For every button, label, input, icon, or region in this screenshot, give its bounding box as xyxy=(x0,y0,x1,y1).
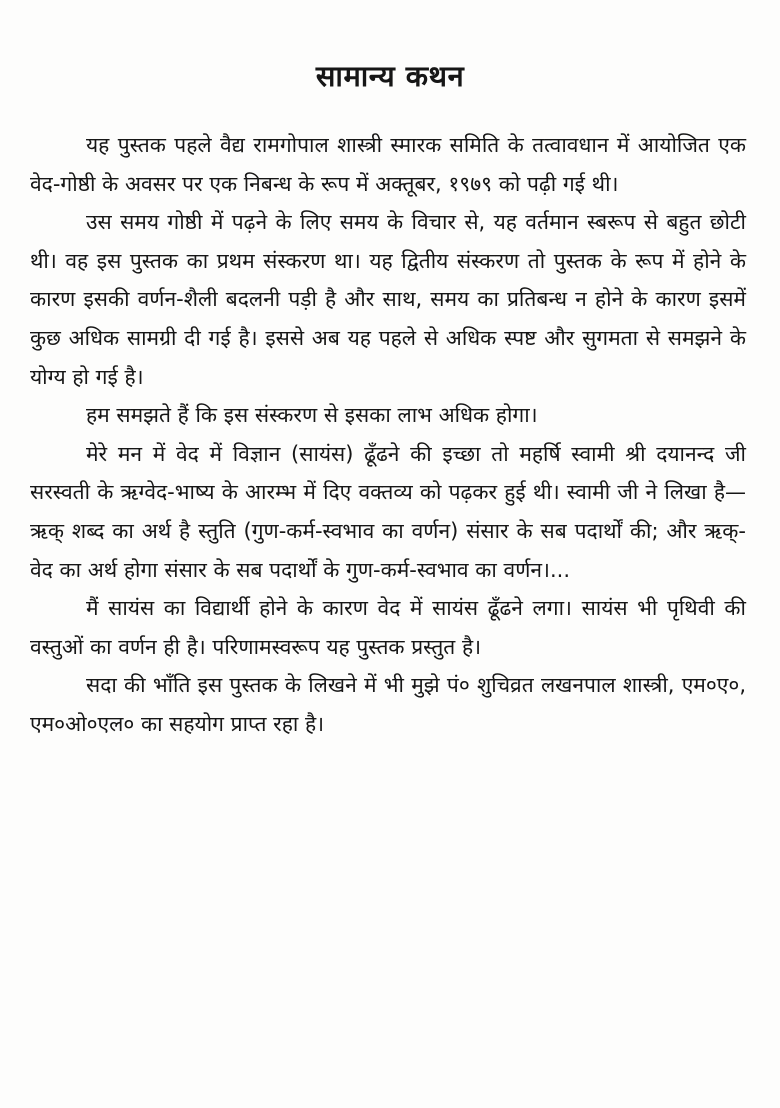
paragraph-2: उस समय गोष्ठी में पढ़ने के लिए समय के विचार से, यह वर्तमान स्बरूप से बहुत छोटी थी। वह इस पुस्तक का प्रथम संस्करण था। यह द्वितीय संस्करण तो पुस्तक के रूप में होने के कारण इसकी वर्णन-शैली बदलनी पड़ी है और साथ, समय का प्रतिबन्ध न होने के कारण इसमें कुछ अधिक सामग्री दी गई है। इससे अब यह पहले से अधिक स्पष्ट और सुगमता से समझने के योग्य हो गई है। xyxy=(30,210,746,389)
paragraph-3: हम समझते हैं कि इस संस्करण से इसका लाभ अधिक होगा। xyxy=(86,403,538,428)
paragraph-4: मेरे मन में वेद में विज्ञान (सायंस) ढूँढने की इच्छा तो महर्षि स्वामी श्री दयानन्द जी सरस्वती के ऋग्वेद-भाष्य के आरम्भ में दिए वक्तव्य को पढ़कर हुई थी। स्वामी जी ने लिखा है—ऋक् शब्द का अर्थ है स्तुति (गुण-कर्म-स्वभाव का वर्णन) संसार के सब पदार्थों की; और ऋक्-वेद का अर्थ होगा संसार के सब पदार्थों के गुण-कर्म-स्वभाव का वर्णन।... xyxy=(30,441,746,582)
paragraph-5: मैं सायंस का विद्यार्थी होने के कारण वेद में सायंस ढूँढने लगा। सायंस भी पृथिवी की वस्तुओं का वर्णन ही है। परिणामस्वरूप यह पुस्तक प्रस्तुत है। xyxy=(30,596,746,659)
paragraph-1: यह पुस्तक पहले वैद्य रामगोपाल शास्त्री स्मारक समिति के तत्वावधान में आयोजित एक वेद-गोष्ठी के अवसर पर एक निबन्ध के रूप में अक्तूबर, १९७९ को पढ़ी गई थी। xyxy=(30,133,746,196)
page-body xyxy=(30,126,746,744)
paragraph-6: सदा की भाँति इस पुस्तक के लिखने में भी मुझे पं० शुचिव्रत लखनपाल शास्त्री, एम०ए०, एम०ओ०एल० का सहयोग प्राप्त रहा है। xyxy=(30,673,746,736)
page-title: सामान्य कथन xyxy=(315,59,465,93)
